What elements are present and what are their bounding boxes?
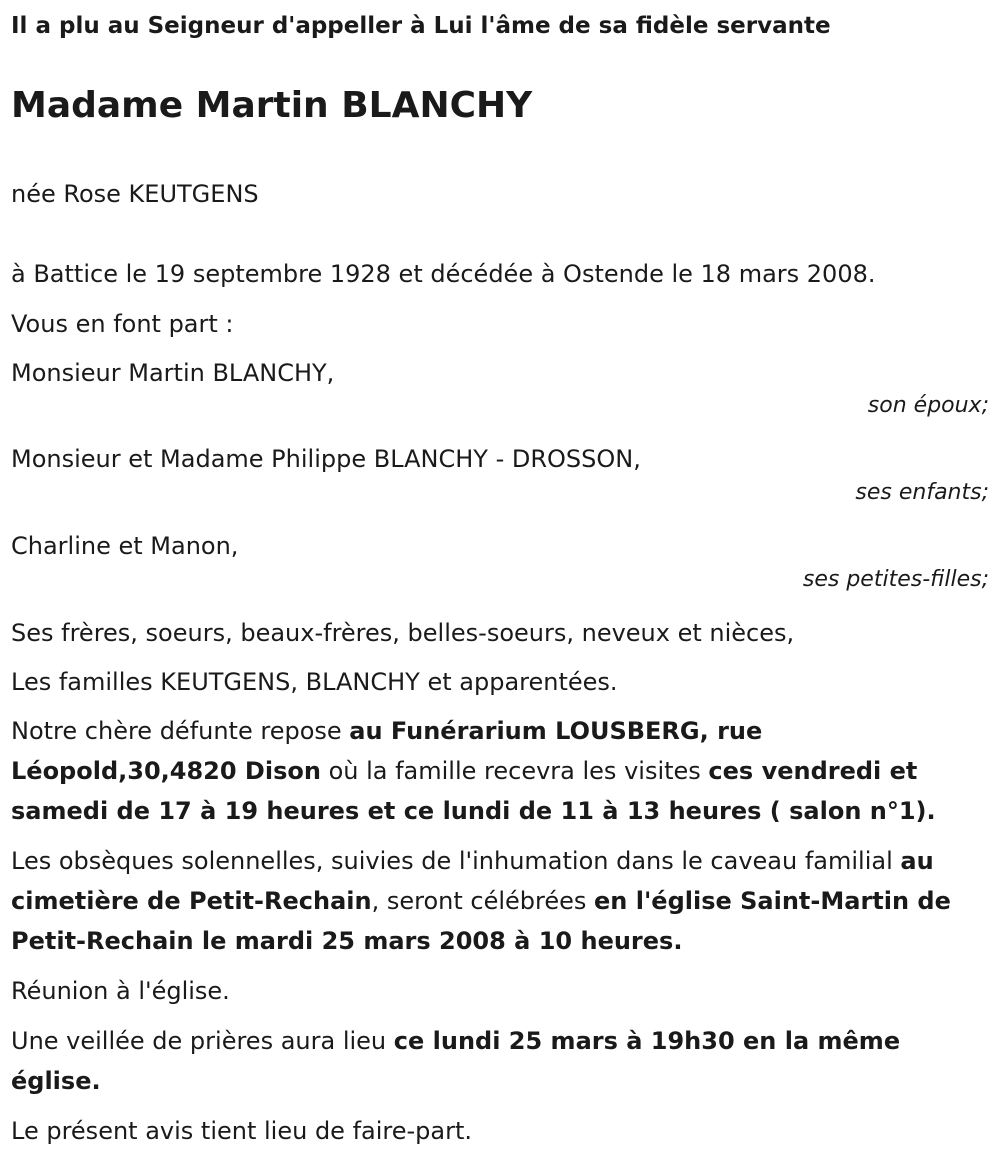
family-member-relation: son époux;: [867, 393, 989, 418]
family-member-name: Monsieur Martin BLANCHY,: [11, 359, 335, 387]
closing-text: Le présent avis tient lieu de faire-part.: [11, 1117, 473, 1145]
funeral-home-address: au Funérarium LOUSBERG, rue Léopold,30,4820 Dison: [11, 717, 763, 785]
family-member-relation: ses enfants;: [855, 480, 989, 505]
family-member-relation: ses petites-filles;: [802, 567, 989, 592]
visitation-text: Notre chère défunte repose: [11, 717, 350, 745]
meeting-text: Réunion à l'église.: [11, 977, 230, 1005]
vigil-details: ce lundi 25 mars à 19h30 en la même église.: [11, 1027, 901, 1095]
family-member-name: Charline et Manon,: [11, 532, 239, 560]
church-service-details: en l'église Saint-Martin de Petit-Rechain le mardi 25 mars 2008 à 10 heures.: [11, 887, 951, 955]
funeral-text: Les obsèques solennelles, suivies de l'inhumation dans le caveau familial: [11, 847, 901, 875]
visitation-text: où la famille recevra les visites: [320, 757, 709, 785]
deceased-name: Madame Martin BLANCHY: [11, 85, 533, 126]
announce-text: Vous en font part :: [11, 310, 234, 338]
funeral-text: , seront célébrées: [371, 887, 595, 915]
visitation-paragraph: [11, 711, 976, 831]
intro-text: Il a plu au Seigneur d'appeller à Lui l'âme de sa fidèle servante: [11, 13, 831, 39]
siblings-text: Ses frères, soeurs, beaux-frères, belles-soeurs, neveux et nièces,: [11, 619, 795, 647]
funeral-paragraph: [11, 841, 976, 961]
cemetery-name: au cimetière de Petit-Rechain: [11, 847, 934, 915]
family-member-name: Monsieur et Madame Philippe BLANCHY - DROSSON,: [11, 445, 641, 473]
families-text: Les familles KEUTGENS, BLANCHY et apparentées.: [11, 668, 618, 696]
maiden-name: née Rose KEUTGENS: [11, 180, 259, 208]
vigil-text: Une veillée de prières aura lieu: [11, 1027, 394, 1055]
vigil-paragraph: [11, 1021, 976, 1101]
visiting-hours: ces vendredi et samedi de 17 à 19 heures et ce lundi de 11 à 13 heures ( salon n°1).: [11, 757, 936, 825]
birth-death-text: à Battice le 19 septembre 1928 et décédée à Ostende le 18 mars 2008.: [11, 260, 876, 288]
